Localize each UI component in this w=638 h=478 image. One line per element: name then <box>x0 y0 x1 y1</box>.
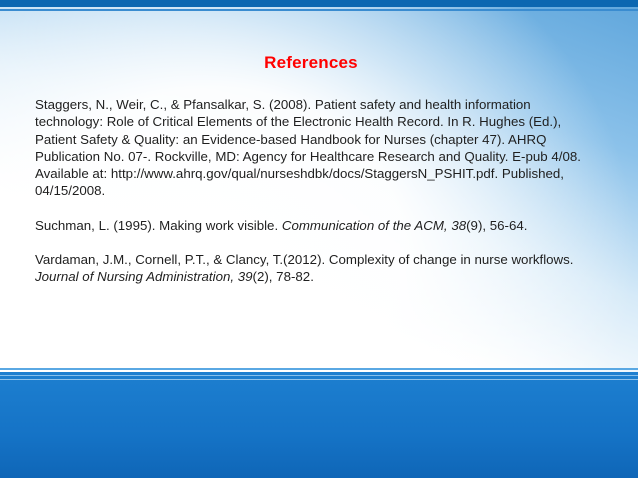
bottom-stripe <box>0 379 638 380</box>
reference-pages: (9), 56-64. <box>466 217 528 233</box>
reference-suchman <box>35 217 595 234</box>
top-bar <box>0 0 638 7</box>
reference-staggers: Staggers, N., Weir, C., & Pfansalkar, S. (2008). Patient safety and health information technology: Role of Critical Elements of the Electronic Health Record. In R. Hughes (Ed.), Patient Safety & Quality: an Evidence-based Handbook for Nurses (chapter 47). AHRQ Publication No. 07-. Rockville, MD: Agency for Healthcare Research and Quality. E-pub 4/08. Available at: http://www.ahrq.gov/qual/nurseshdbk/docs/StaggersN_PSHIT.pdf. Published, 04/15/2008. <box>35 97 581 199</box>
reference-vardaman <box>35 251 595 286</box>
bottom-stripe <box>0 375 638 376</box>
bottom-divider-line <box>0 368 638 370</box>
reference-text: Suchman, L. (1995). Making work visible. <box>35 217 282 233</box>
slide-title: References <box>264 53 358 72</box>
top-bar-line <box>0 9 638 11</box>
reference-pages: (2), 78-82. <box>252 269 314 285</box>
references-list <box>35 96 595 303</box>
reference-text: Vardaman, J.M., Cornell, P.T., & Clancy, T.(2012). Complexity of change in nurse workflows. <box>35 252 574 268</box>
reference-journal: Journal of Nursing Administration, 39 <box>35 269 253 285</box>
reference-journal: Communication of the ACM, 38 <box>281 217 467 233</box>
bottom-band <box>0 372 638 478</box>
